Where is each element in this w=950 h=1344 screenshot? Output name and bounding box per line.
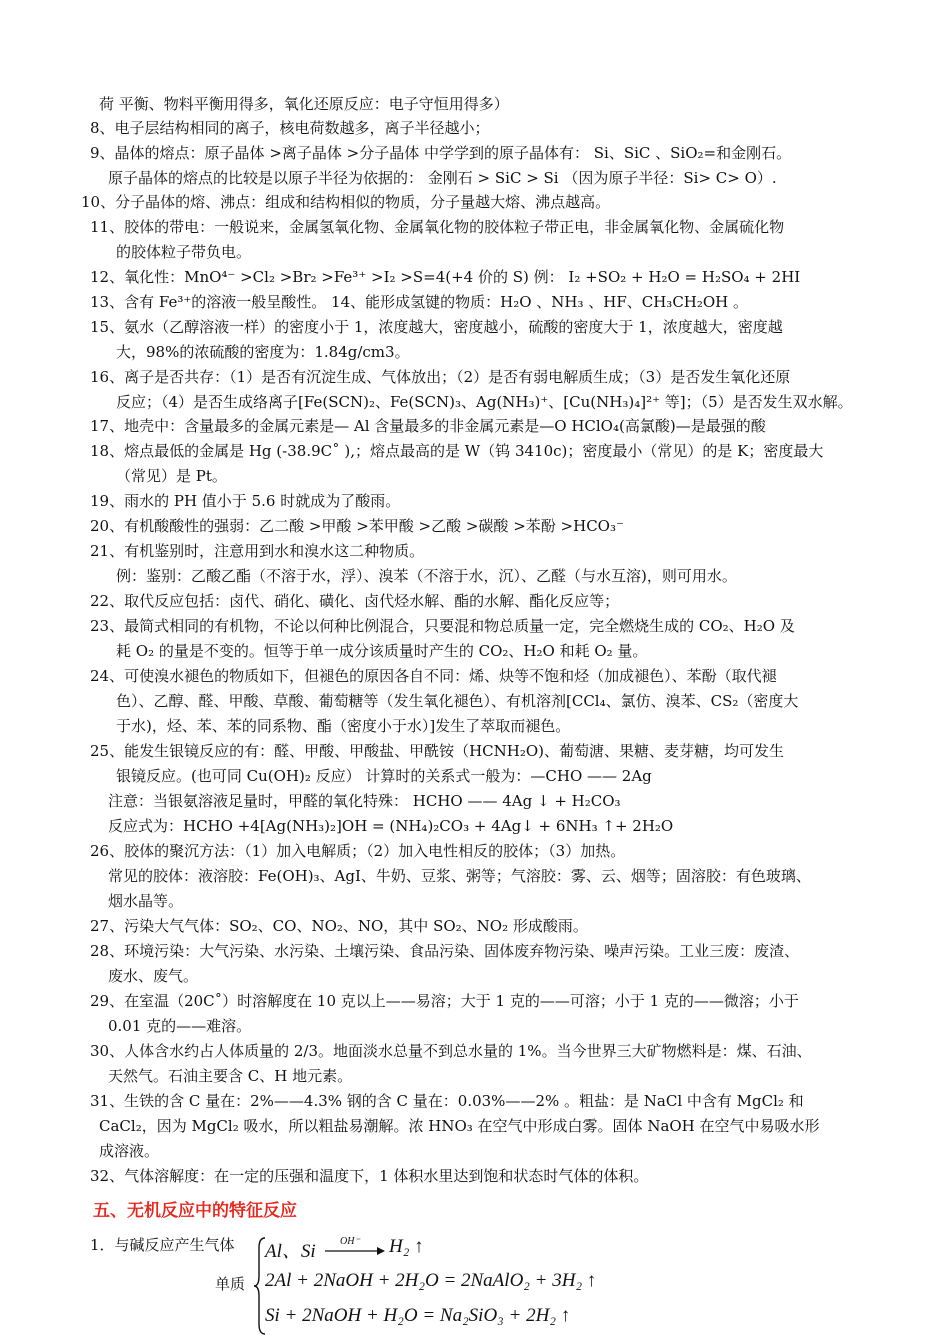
text-line: 成溶液。 (99, 1142, 160, 1160)
equation-1-left: Al、Si (265, 1241, 316, 1262)
text-line: 耗 O₂ 的量是不变的。恒等于单一成分该质量时产生的 CO₂、H₂O 和耗 O₂ 量。 (116, 642, 648, 660)
reaction-arrow-icon (325, 1246, 387, 1256)
equation-1-condition: OH⁻ (340, 1236, 360, 1247)
text-line: 16、离子是否共存：（1）是否有沉淀生成、气体放出；（2）是否有弱电解质生成；（3）是否发生氧化还原 (90, 368, 791, 386)
text-line: 23、最简式相同的有机物，不论以何种比例混合，只要混和物总质量一定，完全燃烧生成的 CO₂、H₂O 及 (90, 617, 795, 635)
text-line: 12、氧化性：MnO⁴⁻ >Cl₂ >Br₂ >Fe³⁺ >I₂ >S=4(+4 价的 S) 例： I₂ +SO₂ + H₂O = H₂SO₄ + 2HI (90, 268, 801, 286)
section-heading: 五、无机反应中的特征反应 (93, 1201, 297, 1221)
text-line: 反应；（4）是否生成络离子[Fe(SCN)₂、Fe(SCN)₃、Ag(NH₃)⁺、[Cu(NH₃)₄]²⁺ 等]；（5）是否发生双水解。 (116, 393, 853, 411)
text-line: 9、晶体的熔点：原子晶体 >离子晶体 >分子晶体 中学学到的原子晶体有： Si、SiC 、SiO₂=和金刚石。 (90, 144, 792, 162)
text-line: 25、能发生银镜反应的有：醛、甲酸、甲酸盐、甲酰铵（HCNH₂O)、葡萄溏、果糖、麦芽糖，均可发生 (90, 742, 785, 760)
text-line: 28、环境污染：大气污染、水污染、土壤污染、食品污染、固体废弃物污染、噪声污染。工业三废：废渣、 (90, 942, 800, 960)
text-line: （常见）是 Pt。 (116, 467, 227, 485)
group-label: 单质 (215, 1275, 246, 1293)
text-line: 26、胶体的聚沉方法：（1）加入电解质；（2）加入电性相反的胶体；（3）加热。 (90, 842, 626, 860)
text-line: 15、氨水（乙醇溶液一样）的密度小于 1，浓度越大，密度越小，硫酸的密度大于 1，浓度越大，密度越 (90, 318, 783, 336)
text-line: 0.01 克的——难溶。 (108, 1017, 252, 1035)
text-line: 11、胶体的带电：一般说来，金属氢氧化物、金属氧化物的胶体粒子带正电，非金属氧化物、金属硫化物 (90, 218, 785, 236)
equation-2: 2Al + 2NaOH + 2H₂O = 2NaAlO₂ + 3H₂ ↑ (265, 1270, 597, 1291)
text-line: 8、电子层结构相同的离子，核电荷数越多，离子半径越小； (90, 119, 490, 137)
text-line: 的胶体粒子带负电。 (116, 243, 252, 261)
text-line: 于水)，烃、苯、苯的同系物、酯（密度小于水）]发生了萃取而褪色。 (116, 717, 571, 735)
text-line: 19、雨水的 PH 值小于 5.6 时就成为了酸雨。 (90, 492, 401, 510)
equation-1-right: H₂ ↑ (389, 1236, 424, 1257)
text-line: 废水、废气。 (108, 967, 199, 985)
item-1-label: 1．与碱反应产生气体 (90, 1236, 235, 1254)
text-line: CaCl₂，因为 MgCl₂ 吸水，所以粗盐易潮解。浓 HNO₃ 在空气中形成白雾。固体 NaOH 在空气中易吸水形 (99, 1117, 820, 1135)
text-line: 22、取代反应包括：卤代、硝化、磺化、卤代烃水解、酯的水解、酯化反应等； (90, 592, 620, 610)
text-line: 27、污染大气气体：SO₂、CO、NO₂、NO，其中 SO₂、NO₂ 形成酸雨。 (90, 917, 588, 935)
text-line: 18、熔点最低的金属是 Hg (-38.9C˚ ),；熔点最高的是 W（钨 3410c)；密度最小（常见）的是 K；密度最大 (90, 442, 824, 460)
text-line: 注意：当银氨溶液足量时，甲醛的氧化特殊： HCHO —— 4Ag ↓ + H₂CO₃ (108, 792, 621, 810)
text-line: 荷 平衡、物料平衡用得多，氧化还原反应：电子守恒用得多） (99, 95, 509, 113)
text-line: 29、在室温（20C˚）时溶解度在 10 克以上——易溶；大于 1 克的——可溶；小于 1 克的——微溶；小于 (90, 992, 799, 1010)
text-line: 17、地壳中：含量最多的金属元素是— Al 含量最多的非金属元素是—O HClO₄(高氯酸)—是最强的酸 (90, 417, 766, 435)
text-line: 31、生铁的含 C 量在：2%——4.3% 钢的含 C 量在：0.03%——2% 。粗盐：是 NaCl 中含有 MgCl₂ 和 (90, 1092, 804, 1110)
text-line: 银镜反应。(也可同 Cu(OH)₂ 反应） 计算时的关系式一般为：—CHO —— 2Ag (116, 767, 652, 785)
text-line: 21、有机鉴别时，注意用到水和溴水这二种物质。 (90, 542, 425, 560)
text-line: 例：鉴别：乙酸乙酯（不溶于水，浮）、溴苯（不溶于水，沉）、乙醛（与水互溶)，则可用水。 (116, 567, 737, 585)
text-line: 天然气。石油主要含 C、H 地元素。 (108, 1067, 353, 1085)
text-line: 13、含有 Fe³⁺的溶液一般呈酸性。 14、能形成氢键的物质：H₂O 、NH₃ 、HF、CH₃CH₂OH 。 (90, 293, 749, 311)
text-line: 20、有机酸酸性的强弱：乙二酸 >甲酸 >苯甲酸 >乙酸 >碳酸 >苯酚 >HCO₃⁻ (90, 517, 624, 535)
text-line: 色）、乙醇、醛、甲酸、草酸、葡萄糖等（发生氧化褪色）、有机溶剂[CCl₄、氯仿、溴苯、CS₂（密度大 (116, 692, 799, 710)
text-line: 10、分子晶体的熔、沸点：组成和结构相似的物质，分子量越大熔、沸点越高。 (81, 193, 611, 211)
text-line: 烟水晶等。 (108, 892, 184, 910)
text-line: 原子晶体的熔点的比较是以原子半径为依据的： 金刚石 > SiC > Si （因为原子半径：Si> C> O）. (108, 169, 777, 187)
text-line: 大，98%的浓硫酸的密度为：1.84g/cm3。 (116, 343, 410, 361)
text-line: 常见的胶体：液溶胶：Fe(OH)₃、AgI、牛奶、豆浆、粥等；气溶胶：雾、云、烟等；固溶胶：有色玻璃、 (108, 867, 811, 885)
text-line: 反应式为：HCHO +4[Ag(NH₃)₂]OH = (NH₄)₂CO₃ + 4Ag↓ + 6NH₃ ↑+ 2H₂O (108, 817, 674, 835)
text-line: 24、可使溴水褪色的物质如下，但褪色的原因各自不同：烯、炔等不饱和烃（加成褪色）、苯酚（取代褪 (90, 667, 777, 685)
text-line: 32、气体溶解度：在一定的压强和温度下，1 体积水里达到饱和状态时气体的体积。 (90, 1167, 649, 1185)
text-line: 30、人体含水约占人体质量的 2/3。地面淡水总量不到总水量的 1%。当今世界三大矿物燃料是：煤、石油、 (90, 1042, 812, 1060)
equation-3: Si + 2NaOH + H₂O = Na₂SiO₃ + 2H₂ ↑ (265, 1305, 571, 1326)
